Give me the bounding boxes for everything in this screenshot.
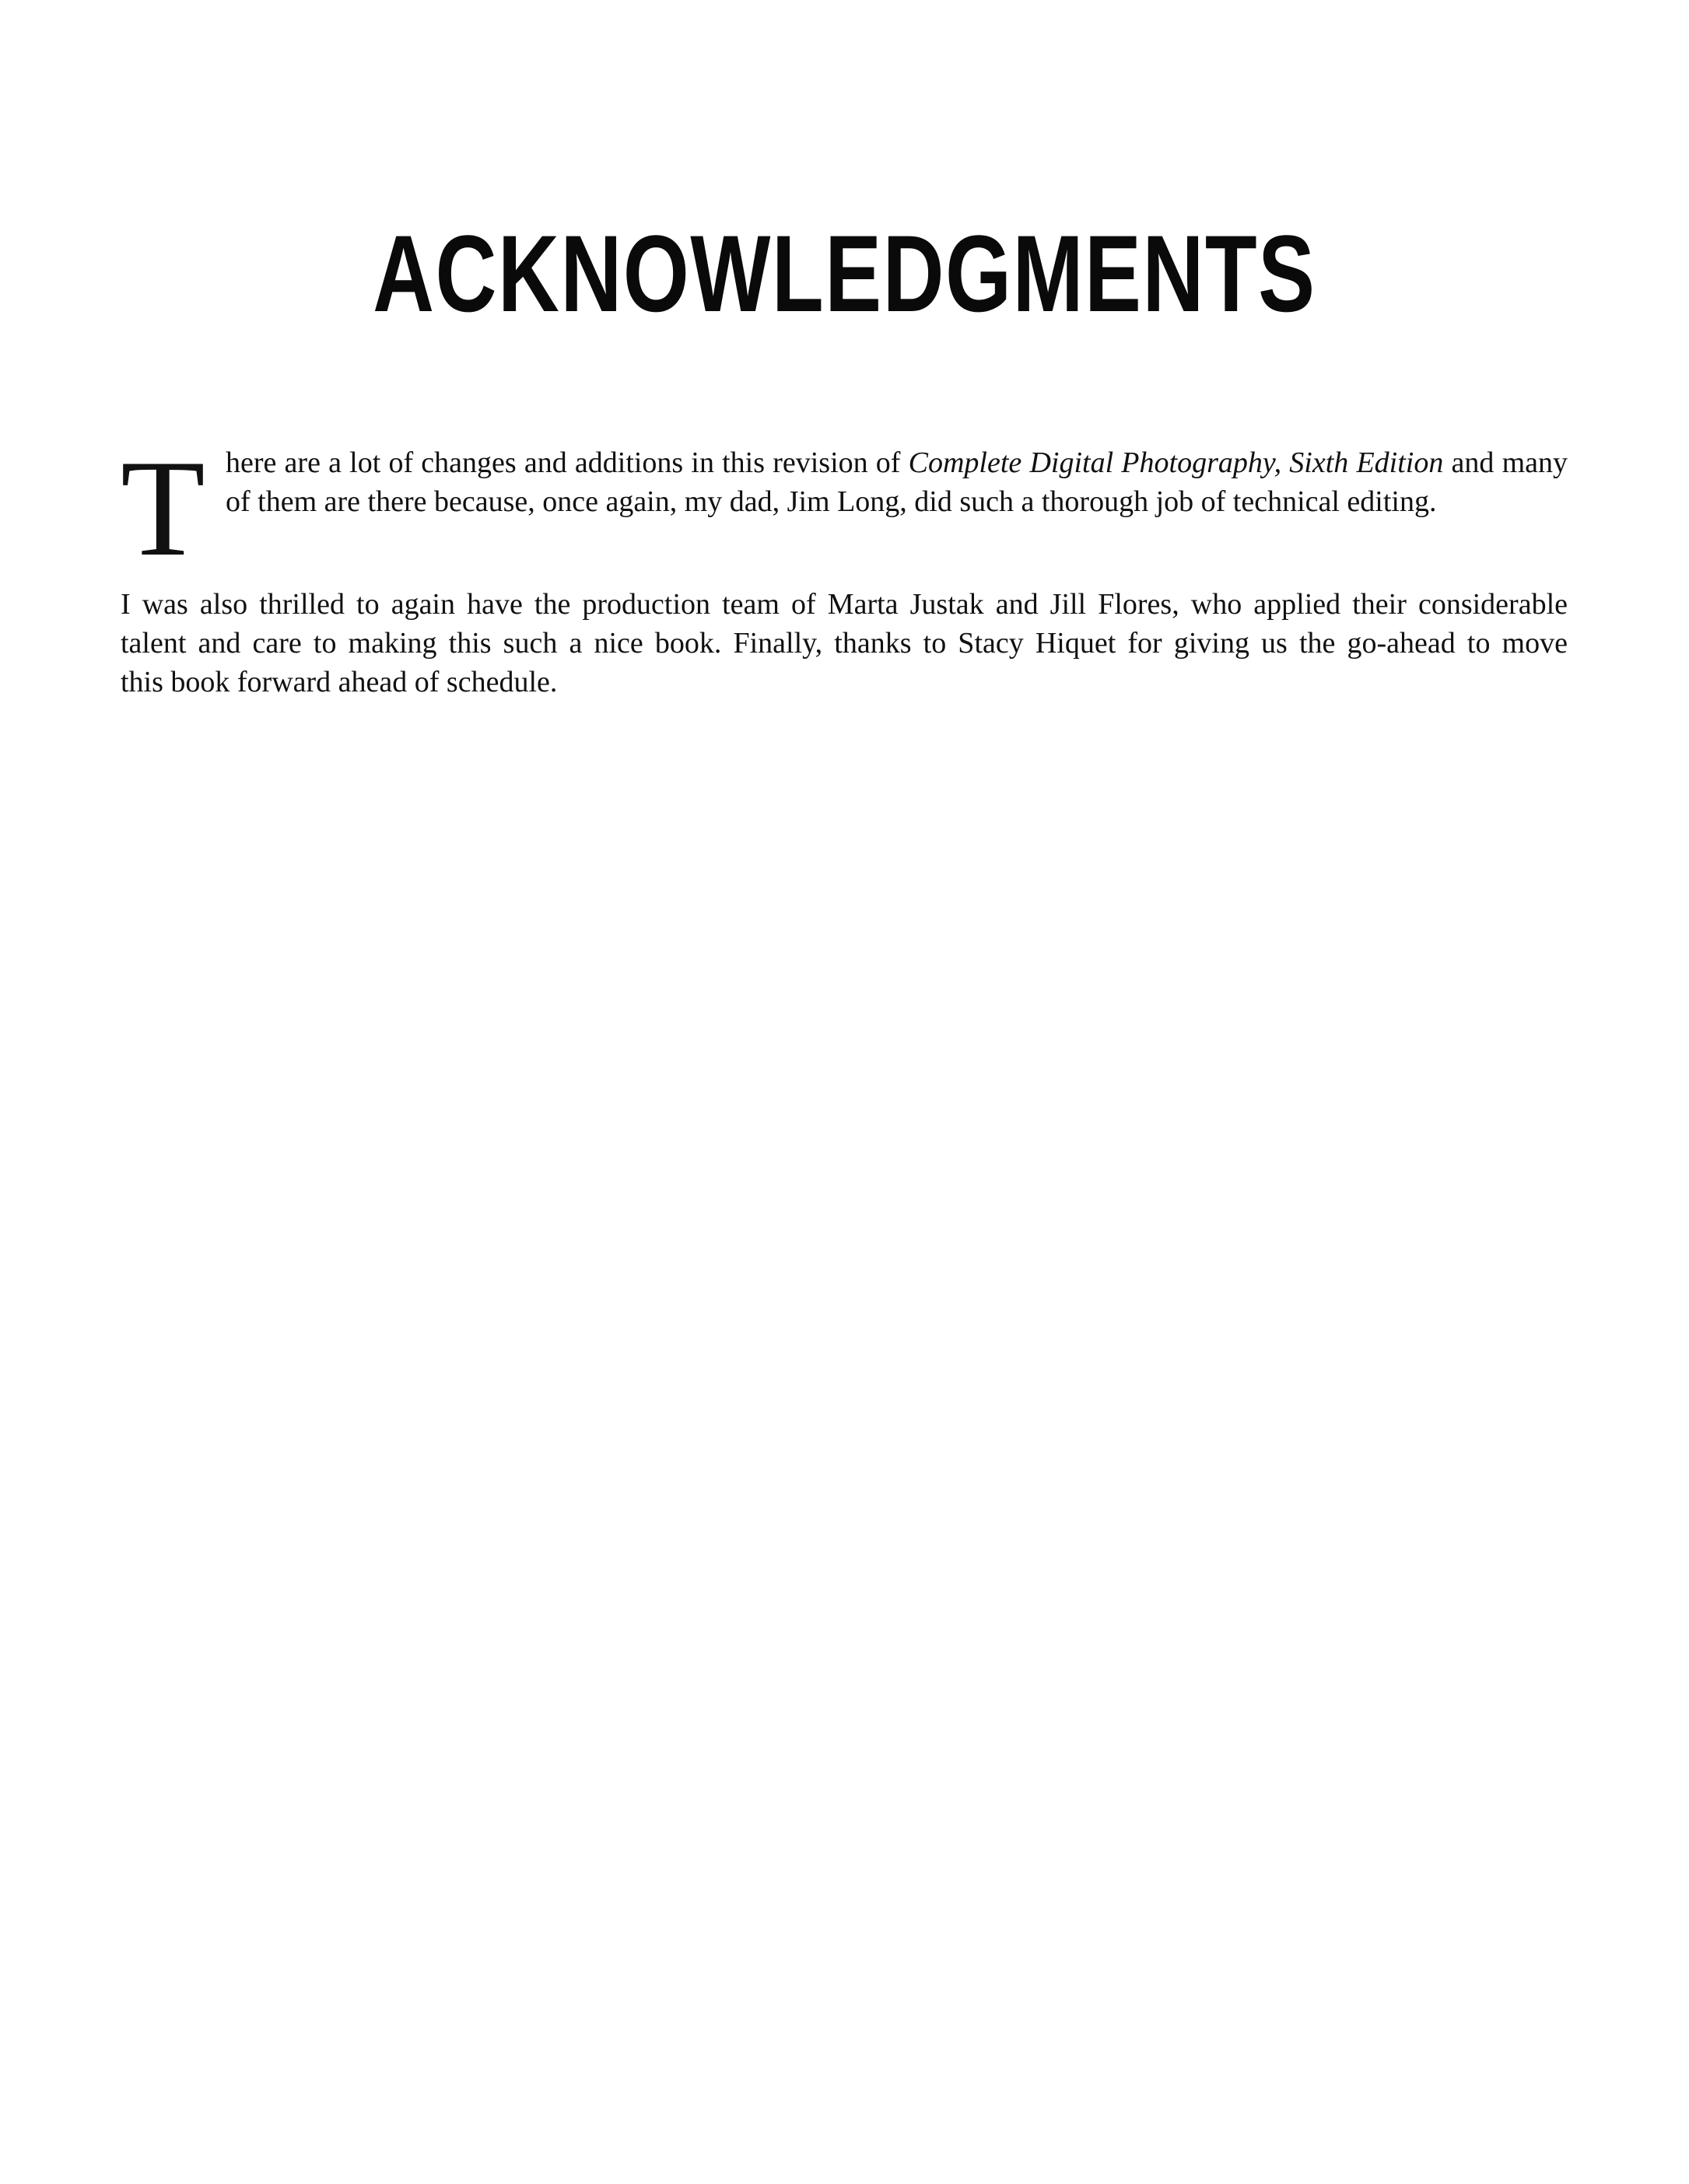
- paragraph-intro-line-2: of them are there because, once again, my dad, Jim Long, did such a thorough job of technical editing.: [226, 485, 1437, 518]
- page-title: ACKNOWLEDGMENTS: [373, 212, 1316, 334]
- book-title: Complete Digital Photography, Sixth Edition: [908, 446, 1444, 479]
- intro-text-start: here are a lot of changes and additions in this revision of: [226, 446, 909, 479]
- paragraph-thanks-line-1: I was also thrilled to again have the production team of Marta Justak and Jill Flores, who applied their considerable: [121, 588, 1568, 621]
- intro-text-end: and many: [1443, 446, 1568, 479]
- paragraph-thanks-line-2: talent and care to making this such a nice book. Finally, thanks to Stacy Hiquet for giving us the go-ahead to move: [121, 627, 1568, 660]
- paragraph-thanks-line-3: this book forward ahead of schedule.: [121, 666, 558, 698]
- paragraph-intro-line-1: [226, 443, 1568, 482]
- paragraph-thanks: [121, 585, 1568, 702]
- paragraph-intro: [121, 431, 1568, 585]
- drop-cap: T: [121, 431, 205, 585]
